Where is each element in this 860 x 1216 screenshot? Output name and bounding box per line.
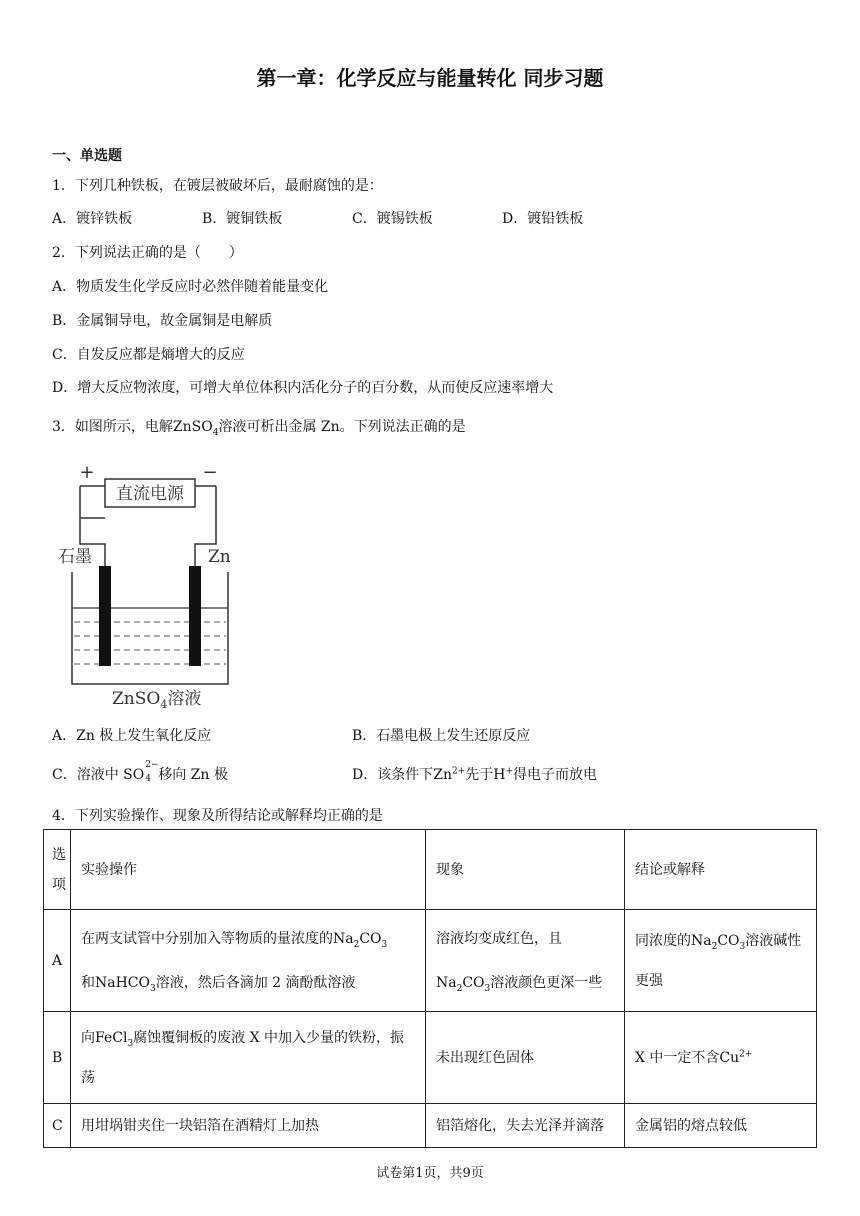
header-option: 选项	[44, 830, 71, 910]
power-supply-label: 直流电源	[116, 484, 184, 504]
q3-stem-part-b: 溶液可析出金属 Zn。下列说法正确的是	[218, 419, 466, 435]
experiment-table	[43, 829, 817, 1148]
row-a-conclusion: 同浓度的$Na_2CO_3$溶液碱性更强	[625, 910, 817, 1012]
row-c-option: C	[44, 1104, 71, 1148]
page-title: 第一章：化学反应与能量转化 同步习题	[256, 66, 604, 90]
row-b-phenomenon: 未出现红色固体	[426, 1012, 625, 1104]
q3-formula-sub: 4	[212, 427, 219, 438]
q1-option-b: B．镀铜铁板	[202, 211, 283, 227]
row-a-phenomenon: 溶液均变成红色，且 $Na_2CO_3$溶液颜色更深一些	[426, 910, 625, 1012]
graphite-label: 石墨	[58, 547, 92, 567]
q2-option-a: A．物质发生化学反应时必然伴随着能量变化	[52, 279, 329, 295]
q1-option-c: C．镀锡铁板	[352, 211, 433, 227]
table-row	[44, 910, 817, 1012]
wire-left-top	[80, 486, 105, 518]
zn-label: Zn	[208, 547, 231, 567]
q2-option-c: C．自发反应都是熵增大的反应	[52, 347, 245, 363]
row-b-operation: 向FeCl$_3$腐蚀覆铜板的废液 X 中加入少量的铁粉，振荡	[71, 1012, 426, 1104]
row-c-conclusion: 金属铝的熔点较低	[625, 1104, 817, 1148]
question-3-stem	[52, 416, 466, 436]
section-heading: 一、单选题	[52, 148, 122, 164]
page-footer: 试卷第1页，共9页	[376, 1166, 484, 1181]
q2-option-b: B．金属铜导电，故金属铜是电解质	[52, 313, 273, 329]
header-phenomenon: 现象	[426, 830, 625, 910]
q3-option-d: D．该条件下$Zn^{2+}$先于H+得电子而放电	[352, 766, 598, 783]
row-b-conclusion: X 中一定不含$Cu^{2+}$	[625, 1012, 817, 1104]
row-a-operation: 在两支试管中分别加入等物质的量浓度的$Na_2CO_3$ 和NaHCO$_3$溶液，然后各滴加 2 滴酚酞溶液	[71, 910, 426, 1012]
row-c-operation: 用坩埚钳夹住一块铝箔在酒精灯上加热	[71, 1104, 426, 1148]
header-operation: 实验操作	[71, 830, 426, 910]
minus-sign: −	[202, 462, 218, 483]
row-c-phenomenon: 铝箔熔化，失去光泽并滴落	[426, 1104, 625, 1148]
q3-option-c: C．溶液中 SO 2− 4 移向 Zn 极	[52, 760, 228, 784]
electrolysis-diagram	[50, 462, 250, 712]
row-b-option: B	[44, 1012, 71, 1104]
q3-stem-part-a: 3．如图所示，电解	[52, 419, 173, 435]
table-row	[44, 1104, 817, 1148]
zn-electrode	[189, 566, 201, 666]
table-row	[44, 1012, 817, 1104]
q2-option-d: D．增大反应物浓度，可增大单位体积内活化分子的百分数，从而使反应速率增大	[52, 380, 554, 396]
q3-option-b: B．石墨电极上发生还原反应	[352, 728, 531, 744]
question-2-stem: 2．下列说法正确的是（ ）	[52, 245, 243, 261]
q1-option-d: D．镀铅铁板	[502, 211, 584, 227]
header-conclusion: 结论或解释	[625, 830, 817, 910]
beaker	[72, 572, 228, 684]
q1-option-a: A．镀锌铁板	[52, 211, 133, 227]
q3-formula: ZnSO	[172, 419, 213, 435]
row-a-option: A	[44, 910, 71, 1012]
question-4-stem: 4．下列实验操作、现象及所得结论或解释均正确的是	[52, 808, 383, 824]
table-header-row	[44, 830, 817, 910]
solution-label: ZnSO$_4$溶液	[112, 689, 202, 711]
q3-option-a: A．Zn 极上发生氧化反应	[52, 728, 212, 744]
graphite-electrode	[99, 566, 111, 666]
plus-sign: +	[79, 462, 95, 483]
question-1-stem: 1．下列几种铁板，在镀层被破坏后，最耐腐蚀的是：	[52, 178, 383, 194]
